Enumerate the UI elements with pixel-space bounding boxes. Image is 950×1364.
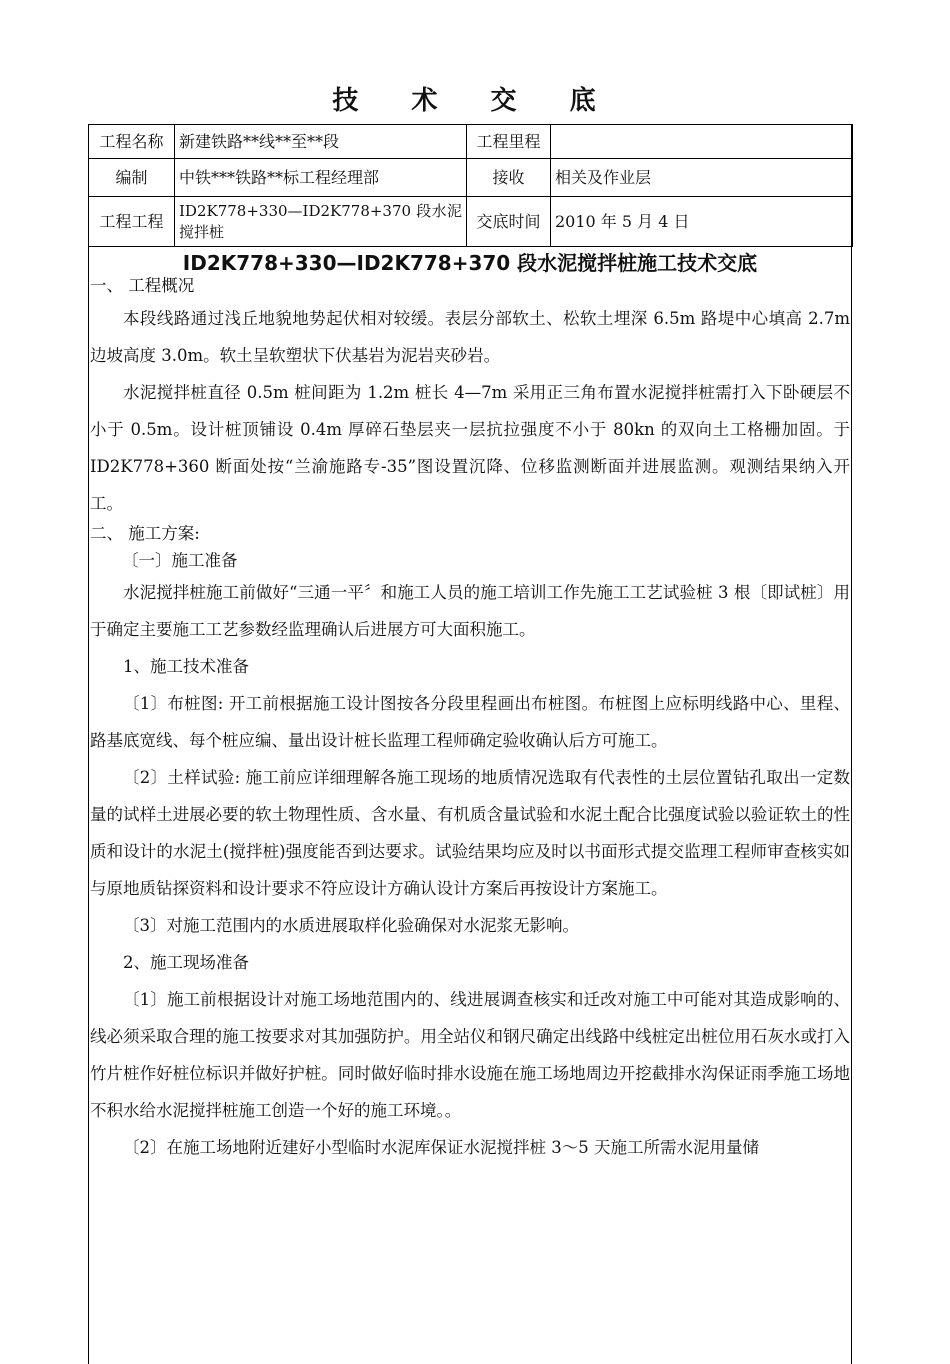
receiver-label: 接收 (467, 159, 551, 197)
document-body (88, 274, 852, 1166)
paragraph: 〔3〕对施工范围内的水质进展取样化验确保对水泥浆无影响。 (123, 916, 579, 935)
project-name-label: 工程名称 (89, 125, 175, 159)
section-1-title: 一、 工程概况 (90, 276, 195, 295)
mileage-label: 工程里程 (467, 125, 551, 159)
item-title: 1、施工技术准备 (123, 657, 249, 676)
work-value: ID2K778+330—ID2K778+370 段水泥搅拌桩 (175, 197, 467, 247)
mileage-value (551, 125, 853, 159)
section-heading: ID2K778+330—ID2K778+370 段水泥搅拌桩施工技术交底 (182, 251, 758, 275)
document-title: 技 术 交 底 (332, 86, 618, 116)
paragraph: 〔2〕土样试验: 施工前应详细理解各施工现场的地质情况选取有代表性的土层位置钻孔取出一定数量的试样土进展必要的软土物理性质、含水量、有机质含量试验和水泥土配合比强度试验以验证软土的性质和设计的水泥土(搅拌桩)强度能否到达要求。试验结果均应及时以书面形式提交监理工程师审查核实如与原地质钻探资料和设计要求不符应设计方确认设计方案后再按设计方案施工。 (90, 768, 850, 898)
info-table (88, 124, 853, 247)
time-label: 交底时间 (467, 197, 551, 247)
compiler-value: 中铁***铁路**标工程经理部 (175, 159, 467, 197)
paragraph: 〔1〕布桩图: 开工前根据施工设计图按各分段里程画出布桩图。布桩图上应标明线路中心、里程、路基底宽线、每个桩应编、量出设计桩长监理工程师确定验收确认后方可施工。 (90, 694, 850, 750)
compiler-label: 编制 (89, 159, 175, 197)
receiver-value: 相关及作业层 (551, 159, 853, 197)
item-title: 2、施工现场准备 (123, 953, 249, 972)
paragraph: 〔1〕施工前根据设计对施工场地范围内的、线进展调查核实和迁改对施工中可能对其造成影响的、线必须采取合理的施工按要求对其加强防护。用全站仪和钢尺确定出线路中线桩定出桩位用石灰水或打入竹片桩作好桩位标识并做好护桩。同时做好临时排水设施在施工场地周边开挖截排水沟保证雨季施工场地不积水给水泥搅拌桩施工创造一个好的施工环境。。 (90, 990, 850, 1120)
paragraph: 〔2〕在施工场地附近建好小型临时水泥库保证水泥搅拌桩 3～5 天施工所需水泥用量储 (123, 1138, 759, 1157)
time-value: 2010 年 5 月 4 日 (551, 197, 853, 247)
paragraph: 水泥搅拌桩直径 0.5m 桩间距为 1.2m 桩长 4—7m 采用正三角布置水泥搅拌桩需打入下卧硬层不小于 0.5m。设计桩顶铺设 0.4m 厚碎石垫层夹一层抗拉强度不小于 80kn 的双向土工格栅加固。于 ID2K778+360 断面处按“兰渝施路专-35”图设置沉降、位移监测断面并进展监测。观测结果纳入开工。 (90, 383, 850, 513)
work-label: 工程工程 (89, 197, 175, 247)
subsection-title: 〔一〕施工准备 (122, 551, 238, 570)
section-2-title: 二、 施工方案: (90, 524, 200, 543)
paragraph: 本段线路通过浅丘地貌地势起伏相对较缓。表层分部软土、松软土埋深 6.5m 路堤中心填高 2.7m 边坡高度 3.0m。软土呈软塑状下伏基岩为泥岩夹砂岩。 (90, 309, 850, 365)
project-name-value: 新建铁路**线**至**段 (175, 125, 467, 159)
paragraph: 水泥搅拌桩施工前做好“三通一平〞和施工人员的施工培训工作先施工工艺试验桩 3 根〔即试桩〕用于确定主要施工工艺参数经监理确认后进展方可大面积施工。 (90, 583, 850, 639)
